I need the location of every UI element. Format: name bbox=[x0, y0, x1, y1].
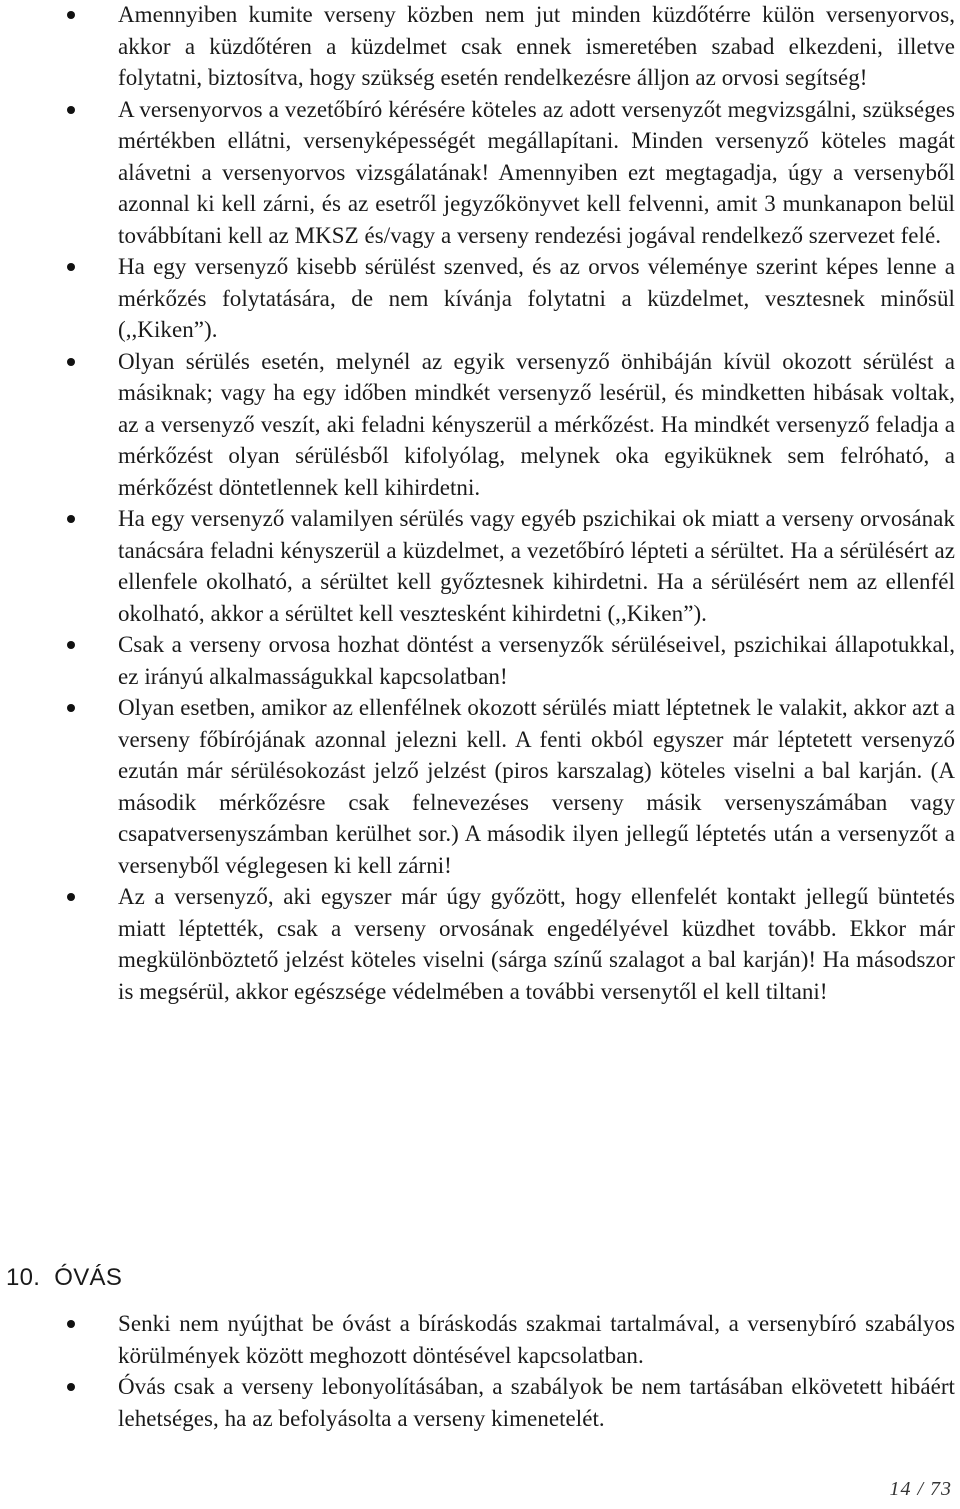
bullet-text: Senki nem nyújthat be óvást a bíráskodás szakmai tartalmával, a versenybíró szabályos körülmények között meghozott döntésével kapcsolatban. bbox=[118, 1311, 955, 1368]
list-item bbox=[0, 251, 960, 346]
list-item bbox=[0, 94, 960, 252]
list-item bbox=[0, 503, 960, 629]
section-number: 10. bbox=[6, 1264, 41, 1291]
bullet-text: Amennyiben kumite verseny közben nem jut minden küzdőtérre külön versenyorvos, akkor a küzdőtéren a küzdelmet csak ennek ismeretében szabad elkezdeni, illetve folytatni, biztosítva, hogy szükség esetén rendelkezésre álljon az orvosi segítség! bbox=[118, 2, 955, 90]
list-item bbox=[0, 0, 960, 94]
bullet-icon bbox=[67, 1383, 75, 1391]
bullet-icon bbox=[67, 263, 75, 271]
bullet-icon bbox=[67, 515, 75, 523]
bullet-text: Olyan esetben, amikor az ellenfélnek okozott sérülés miatt léptetnek le valakit, akkor azt a verseny főbírójának azonnal jelezni kell. A fenti okból egyszer már léptetett versenyző ezután már sérülésokozást jelző jelzést (piros karszalag) köteles viselni a bal karján. (A második mérkőzésre csak felnevezéses verseny másik versenyszámában vagy csapatversenyszámban kerülhet sor.) A második ilyen jellegű léptetés után a versenyzőt a versenyből véglegesen ki kell zárni! bbox=[118, 695, 955, 878]
bullet-icon bbox=[67, 358, 75, 366]
list-item bbox=[0, 692, 960, 881]
list-item bbox=[0, 881, 960, 1007]
bullet-icon bbox=[67, 704, 75, 712]
section-title: ÓVÁS bbox=[54, 1264, 123, 1291]
bullet-list-protest bbox=[0, 1308, 960, 1434]
list-item bbox=[0, 1371, 960, 1434]
section-heading bbox=[6, 1264, 122, 1292]
bullet-icon bbox=[67, 641, 75, 649]
bullet-icon bbox=[67, 11, 75, 19]
page-number: 14 / 73 bbox=[889, 1478, 952, 1500]
bullet-text: Ha egy versenyző kisebb sérülést szenved, és az orvos véleménye szerint képes lenne a mérkőzés folytatására, de nem kívánja folytatni a küzdelmet, vesztesnek minősül (,,Kiken”). bbox=[118, 254, 955, 342]
bullet-icon bbox=[67, 893, 75, 901]
bullet-text: Az a versenyző, aki egyszer már úgy győzött, hogy ellenfelét kontakt jellegű büntetés miatt léptették, csak a verseny orvosának engedélyével küzdhet tovább. Ekkor már megkülönböztető jelzést köteles viselni (sárga színű szalagot a bal karján)! Ha másodszor is megsérül, akkor egészsége védelmében a további versenytől el kell tiltani! bbox=[118, 884, 955, 1004]
bullet-icon bbox=[67, 1320, 75, 1328]
bullet-text: Csak a verseny orvosa hozhat döntést a versenyzők sérüléseivel, pszichikai állapotukkal, ez irányú alkalmasságukkal kapcsolatban! bbox=[118, 632, 955, 689]
bullet-text: Ha egy versenyző valamilyen sérülés vagy egyéb pszichikai ok miatt a verseny orvosának tanácsára feladni kényszerül a küzdelmet, a vezetőbíró lépteti a sérültet. Ha a sérülésért az ellenfele okolható, a sérültet kell győztesnek kihirdetni. Ha a sérülésért nem az ellenfél okolható, akkor a sérültet kell vesztesként kihirdetni (,,Kiken”). bbox=[118, 506, 955, 626]
bullet-text: Olyan sérülés esetén, melynél az egyik versenyző önhibáján kívül okozott sérülést a másiknak; vagy ha egy időben mindkét versenyző lesérül, és mindketten hibásak voltak, az a versenyző veszít, aki feladni kényszerül a mérkőzést. Ha mindkét versenyző feladja a mérkőzést olyan sérülésből kifolyólag, melynek oka egyiküknek sem felróható, a mérkőzést döntetlennek kell kihirdetni. bbox=[118, 348, 955, 500]
list-item bbox=[0, 346, 960, 504]
bullet-text: A versenyorvos a vezetőbíró kérésére köteles az adott versenyzőt megvizsgálni, szükséges mértékben ellátni, versenyképességét megállapítani. Minden versenyző köteles magát alávetni a versenyorvos vizsgálatának! Amennyiben ezt megtagadja, úgy a versenyből azonnal ki kell zárni, és az esetről jegyzőkönyvet kell felvenni, amit 3 munkanapon belül továbbítani kell az MKSZ és/vagy a verseny rendezési jogával rendelkező szervezet felé. bbox=[118, 96, 955, 248]
list-item bbox=[0, 1308, 960, 1371]
bullet-icon bbox=[67, 106, 75, 114]
list-item bbox=[0, 629, 960, 692]
bullet-text: Óvás csak a verseny lebonyolításában, a szabályok be nem tartásában elkövetett hibáért lehetséges, ha az befolyásolta a verseny kimenetelét. bbox=[118, 1374, 955, 1431]
